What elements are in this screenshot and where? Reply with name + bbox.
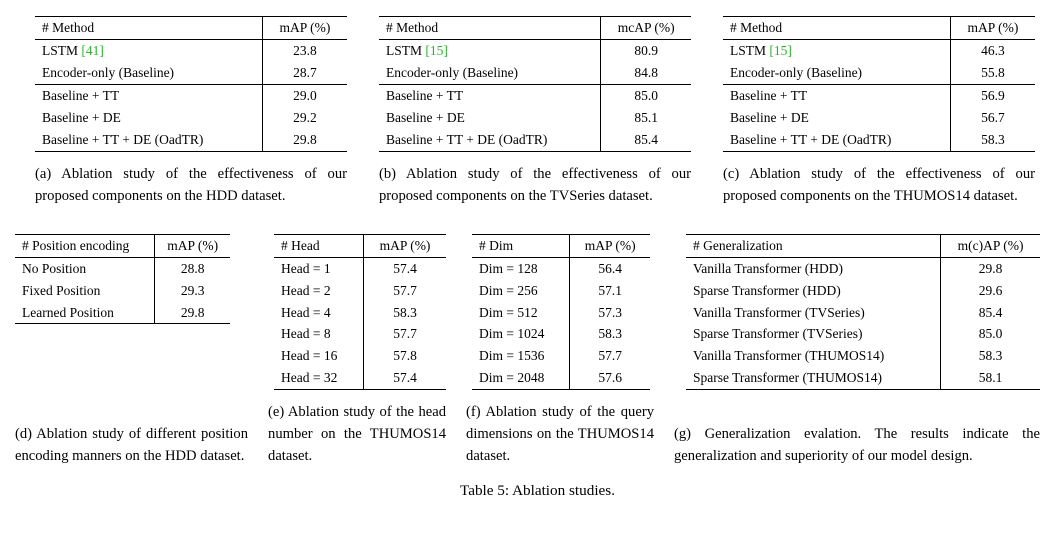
method-cell: Baseline + TT + DE (OadTR) — [35, 129, 262, 151]
value-cell: 58.3 — [393, 304, 417, 320]
value-cell: 56.4 — [598, 260, 623, 276]
table-body — [686, 257, 1040, 390]
value-cell: 58.3 — [978, 348, 1003, 364]
value-cell: 23.8 — [293, 42, 317, 58]
table-row — [723, 39, 1035, 61]
header-row — [35, 17, 347, 40]
table-row — [274, 367, 446, 389]
method-cell: Baseline + TT — [35, 84, 262, 106]
value-cell: 46.3 — [981, 42, 1005, 58]
caption-c: (c) Ablation study of the effectiveness of our proposed components on the THUMOS14 dataset. — [723, 165, 1035, 204]
caption-f: (f) Ablation study of the query dimensions on the THUMOS14 dataset. — [466, 404, 654, 465]
table-head — [379, 17, 691, 40]
table-head — [274, 234, 446, 257]
table-body — [35, 39, 347, 151]
header-row — [723, 17, 1035, 40]
caption-d: (d) Ablation study of different position encoding manners on the HDD dataset. — [15, 426, 249, 465]
table-row — [379, 84, 691, 106]
method-cell: Head = 16 — [274, 345, 363, 367]
value-cell: 57.8 — [393, 348, 417, 364]
table-row — [723, 129, 1035, 151]
header-row — [379, 17, 691, 40]
table-row — [274, 302, 446, 324]
value-cell: 56.7 — [981, 109, 1005, 125]
method-cell: Fixed Position — [15, 280, 155, 302]
caption-e: (e) Ablation study of the head number on the THUMOS14 dataset. — [268, 404, 447, 465]
method-cell: Head = 2 — [274, 280, 363, 302]
table-row — [472, 280, 650, 302]
value-column-header: mAP (%) — [167, 237, 219, 253]
method-cell: Head = 1 — [274, 257, 363, 279]
ablation-table-g — [686, 234, 1040, 391]
table-row — [15, 257, 230, 279]
table-row — [35, 107, 347, 129]
method-column-header: # Position encoding — [15, 234, 155, 257]
method-cell: Encoder-only (Baseline) — [723, 62, 950, 84]
method-cell: Baseline + TT + DE (OadTR) — [723, 129, 950, 151]
value-cell: 28.7 — [293, 64, 317, 80]
value-column-header: mAP (%) — [379, 237, 431, 253]
method-cell: Head = 4 — [274, 302, 363, 324]
ablation-table-f — [472, 234, 650, 391]
method-cell: Dim = 2048 — [472, 367, 570, 389]
value-cell: 57.6 — [598, 370, 623, 386]
header-row — [472, 234, 650, 257]
figure-g — [674, 234, 1040, 468]
table-head — [15, 234, 230, 257]
header-row — [686, 234, 1040, 257]
method-cell: Sparse Transformer (HDD) — [686, 280, 941, 302]
table-row — [379, 62, 691, 84]
method-cell: LSTM [15] — [723, 39, 950, 61]
citation-link[interactable]: [41] — [81, 42, 104, 58]
table-row — [686, 280, 1040, 302]
method-cell: No Position — [15, 257, 155, 279]
citation-link[interactable]: [15] — [425, 42, 448, 58]
value-cell: 29.2 — [293, 109, 317, 125]
value-cell: 57.4 — [393, 370, 417, 386]
value-cell: 29.3 — [180, 282, 205, 298]
method-cell: Dim = 512 — [472, 302, 570, 324]
table-row — [686, 367, 1040, 389]
value-cell: 85.0 — [978, 326, 1003, 342]
method-cell: Encoder-only (Baseline) — [379, 62, 601, 84]
method-cell: LSTM [41] — [35, 39, 262, 61]
table-row — [723, 84, 1035, 106]
value-cell: 58.3 — [981, 131, 1005, 147]
method-cell: Sparse Transformer (THUMOS14) — [686, 367, 941, 389]
table-body — [274, 257, 446, 390]
method-cell: Dim = 128 — [472, 257, 570, 279]
table-row — [35, 84, 347, 106]
value-cell: 85.0 — [634, 87, 659, 103]
table-row — [723, 62, 1035, 84]
ablation-table-e — [274, 234, 446, 391]
figure-e — [268, 234, 446, 468]
table-row — [686, 302, 1040, 324]
method-cell: Baseline + TT — [723, 84, 950, 106]
value-cell: 55.8 — [981, 64, 1005, 80]
table-row — [274, 280, 446, 302]
value-cell: 58.3 — [598, 326, 623, 342]
ablation-table-d — [15, 234, 230, 325]
method-cell: Baseline + TT + DE (OadTR) — [379, 129, 601, 151]
value-cell: 57.7 — [393, 282, 417, 298]
method-cell: Baseline + DE — [379, 107, 601, 129]
method-column-header: # Method — [379, 17, 601, 40]
value-cell: 29.6 — [978, 282, 1003, 298]
table-row — [379, 129, 691, 151]
method-cell: Head = 32 — [274, 367, 363, 389]
table-row — [686, 345, 1040, 367]
method-cell: LSTM [15] — [379, 39, 601, 61]
table-row — [472, 345, 650, 367]
value-cell: 85.1 — [634, 109, 659, 125]
figure-b — [379, 16, 691, 208]
table-row — [379, 39, 691, 61]
method-cell: Baseline + DE — [723, 107, 950, 129]
value-cell: 57.1 — [598, 282, 623, 298]
value-cell: 29.8 — [293, 131, 317, 147]
caption-b: (b) Ablation study of the effectiveness of our proposed components on the TVSeries dataset. — [379, 165, 691, 204]
table-head — [686, 234, 1040, 257]
value-cell: 29.8 — [180, 304, 205, 320]
table-head — [472, 234, 650, 257]
table-body — [15, 257, 230, 324]
table-row — [15, 302, 230, 324]
value-cell: 58.1 — [978, 370, 1003, 386]
method-cell: Encoder-only (Baseline) — [35, 62, 262, 84]
ablation-table-c — [723, 16, 1035, 152]
method-cell: Dim = 1536 — [472, 345, 570, 367]
value-cell: 57.3 — [598, 304, 623, 320]
tables-row-top — [35, 16, 1040, 208]
table-row — [472, 302, 650, 324]
value-cell: 85.4 — [978, 304, 1003, 320]
header-row — [15, 234, 230, 257]
value-cell: 85.4 — [634, 131, 659, 147]
table-row — [472, 323, 650, 345]
value-cell: 80.9 — [634, 42, 659, 58]
figure-d — [15, 234, 248, 468]
ablation-table-a — [35, 16, 347, 152]
method-column-header: # Head — [274, 234, 363, 257]
value-column-header: mAP (%) — [967, 20, 1019, 35]
method-cell: Sparse Transformer (TVSeries) — [686, 323, 941, 345]
figure-a — [35, 16, 347, 208]
table-body — [472, 257, 650, 390]
table-row — [379, 107, 691, 129]
table-row — [35, 62, 347, 84]
method-cell: Dim = 256 — [472, 280, 570, 302]
value-column-header: m(c)AP (%) — [957, 237, 1024, 253]
table-head — [723, 17, 1035, 40]
value-cell: 57.7 — [393, 326, 417, 342]
table-body — [723, 39, 1035, 151]
table-row — [686, 257, 1040, 279]
table-body — [379, 39, 691, 151]
method-cell: Head = 8 — [274, 323, 363, 345]
caption-a: (a) Ablation study of the effectiveness of our proposed components on the HDD dataset. — [35, 165, 347, 204]
method-cell: Baseline + TT — [379, 84, 601, 106]
value-cell: 84.8 — [634, 64, 659, 80]
table-row — [15, 280, 230, 302]
value-cell: 57.4 — [393, 260, 417, 276]
value-cell: 29.0 — [293, 87, 317, 103]
value-cell: 56.9 — [981, 87, 1005, 103]
citation-link[interactable]: [15] — [769, 42, 792, 58]
method-column-header: # Dim — [472, 234, 570, 257]
value-cell: 57.7 — [598, 348, 623, 364]
table-row — [686, 323, 1040, 345]
ablation-table-b — [379, 16, 691, 152]
value-column-header: mcAP (%) — [617, 20, 675, 35]
method-cell: Vanilla Transformer (THUMOS14) — [686, 345, 941, 367]
table-row — [274, 345, 446, 367]
table-row — [35, 129, 347, 151]
tables-row-bottom — [15, 234, 1040, 468]
method-cell: Learned Position — [15, 302, 155, 324]
value-cell: 29.8 — [978, 260, 1003, 276]
value-cell: 28.8 — [180, 260, 205, 276]
method-cell: Dim = 1024 — [472, 323, 570, 345]
table-row — [723, 107, 1035, 129]
method-column-header: # Method — [35, 17, 262, 40]
table-row — [472, 257, 650, 279]
value-column-header: mAP (%) — [584, 237, 636, 253]
table-head — [35, 17, 347, 40]
method-column-header: # Generalization — [686, 234, 941, 257]
table-row — [274, 323, 446, 345]
table-row — [274, 257, 446, 279]
caption-g: (g) Generalization evalation. The results indicate the generalization and superiority of our model design. — [674, 426, 1040, 465]
method-cell: Vanilla Transformer (TVSeries) — [686, 302, 941, 324]
figure-c — [723, 16, 1035, 208]
method-column-header: # Method — [723, 17, 950, 40]
value-column-header: mAP (%) — [279, 20, 331, 35]
figure-f — [466, 234, 654, 468]
method-cell: Baseline + DE — [35, 107, 262, 129]
table-row — [472, 367, 650, 389]
table-row — [35, 39, 347, 61]
method-cell: Vanilla Transformer (HDD) — [686, 257, 941, 279]
header-row — [274, 234, 446, 257]
table5-caption: Table 5: Ablation studies. — [459, 482, 615, 500]
